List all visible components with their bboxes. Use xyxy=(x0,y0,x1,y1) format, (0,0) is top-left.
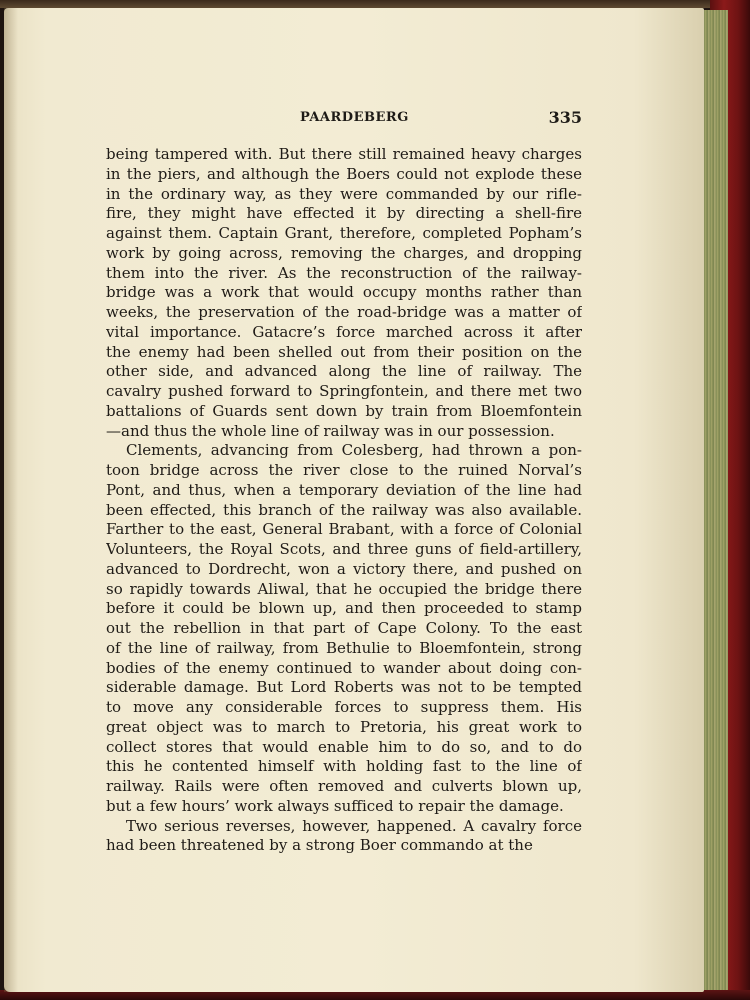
text-line: in the ordinary way, as they were commanded by our rifle- xyxy=(106,184,582,203)
text-line: them into the river. As the reconstruction of the railway- xyxy=(106,263,582,282)
paragraph xyxy=(106,817,582,857)
book-cover-top-edge xyxy=(0,0,750,8)
text-line: railway. Rails were often removed and culverts blown up, xyxy=(106,777,582,795)
text-line: vital importance. Gatacre’s force marched across it after xyxy=(106,322,582,341)
text-line: —and thus the whole line of railway was in our possession. xyxy=(106,421,555,440)
text-line: the enemy had been shelled out from their position on the xyxy=(106,342,582,361)
running-head xyxy=(106,108,582,128)
text-line: Farther to the east, General Brabant, with a force of Colonial xyxy=(106,520,582,539)
page-stack-edges xyxy=(704,10,728,992)
text-line: against them. Captain Grant, therefore, completed Popham’s xyxy=(106,224,582,242)
text-line: bodies of the enemy continued to wander about doing con- xyxy=(106,658,582,677)
text-line: in the piers, and although the Boers could not explode these xyxy=(106,164,582,183)
text-line: advanced to Dordrecht, won a victory there, and pushed on xyxy=(106,559,582,578)
text-line: of the line of railway, from Bethulie to Bloemfontein, strong xyxy=(106,638,582,657)
text-line: before it could be blown up, and then proceeded to stamp xyxy=(106,599,582,618)
text-line: Volunteers, the Royal Scots, and three guns of field-artillery, xyxy=(106,540,582,558)
paragraph xyxy=(106,441,582,816)
text-line: been effected, this branch of the railway was also available. xyxy=(106,500,582,519)
text-line: fire, they might have effected it by directing a shell-fire xyxy=(106,204,582,223)
text-line: Pont, and thus, when a temporary deviation of the line had xyxy=(106,480,582,499)
text-line: but a few hours’ work always sufficed to repair the damage. xyxy=(106,796,564,815)
text-line: being tampered with. But there still remained heavy charges xyxy=(106,145,582,163)
spine-shadow xyxy=(4,8,18,992)
text-line: Two serious reverses, however, happened. A cavalry force xyxy=(126,816,582,835)
text-line: battalions of Guards sent down by train from Bloemfontein xyxy=(106,401,582,420)
text-line: Clements, advancing from Colesberg, had thrown a pon- xyxy=(126,441,582,460)
text-line: cavalry pushed forward to Springfontein, and there met two xyxy=(106,382,582,400)
text-line: bridge was a work that would occupy months rather than xyxy=(106,283,582,302)
text-line: other side, and advanced along the line of railway. The xyxy=(106,362,582,381)
text-line: great object was to march to Pretoria, his great work to xyxy=(106,717,582,736)
text-line: collect stores that would enable him to do so, and to do xyxy=(106,737,582,756)
text-line: siderable damage. But Lord Roberts was not to be tempted xyxy=(106,678,582,697)
text-line: had been threatened by a strong Boer commando at the xyxy=(106,836,533,855)
text-line: so rapidly towards Aliwal, that he occupied the bridge there xyxy=(106,579,582,598)
paragraph xyxy=(106,145,582,441)
running-title: PAARDEBERG xyxy=(300,110,409,125)
text-line: work by going across, removing the charges, and dropping xyxy=(106,243,582,262)
text-line: weeks, the preservation of the road-bridge was a matter of xyxy=(106,303,582,321)
text-line: this he contented himself with holding fast to the line of xyxy=(106,757,582,776)
text-line: toon bridge across the river close to the ruined Norval’s xyxy=(106,461,582,479)
body-text xyxy=(106,145,582,856)
text-line: out the rebellion in that part of Cape Colony. To the east xyxy=(106,619,582,637)
text-line: to move any considerable forces to suppress them. His xyxy=(106,698,582,716)
page-number: 335 xyxy=(548,108,582,127)
